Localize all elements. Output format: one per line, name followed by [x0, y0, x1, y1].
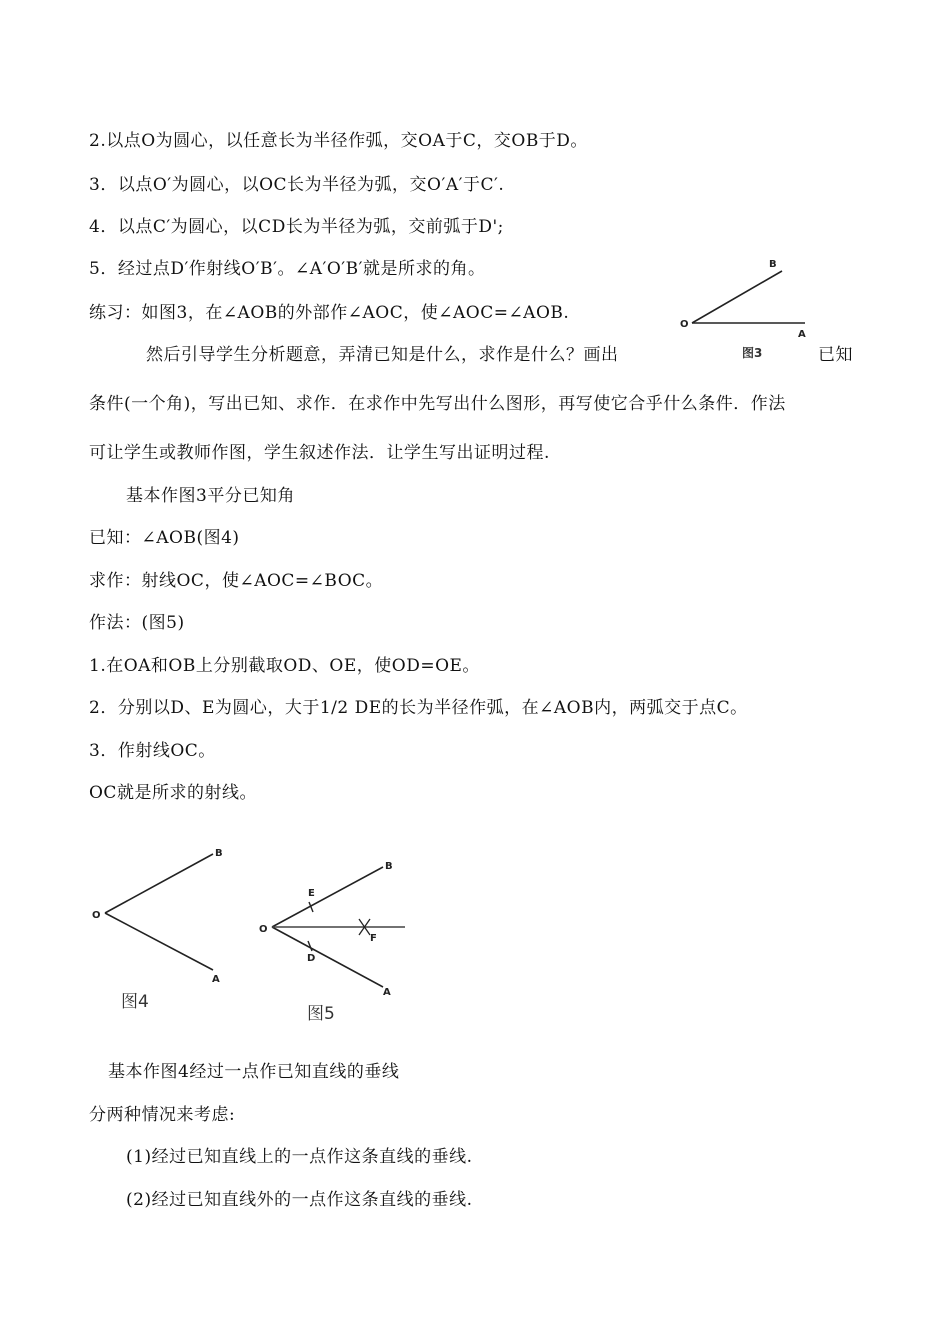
fig5-label-d: D — [307, 953, 316, 964]
fig5-label-o: O — [259, 924, 268, 935]
fig4-label-b: B — [215, 848, 223, 859]
step-3-text: 3．以点O′为圆心，以OC长为半径为弧，交O′A′于C′. — [89, 175, 505, 195]
method-text: 作法：(图5) — [89, 613, 185, 633]
fig3-label-a: A — [798, 329, 806, 340]
section-heading-3: 基本作图3平分已知角 — [126, 486, 295, 506]
figure-3 — [672, 255, 812, 365]
fig3-label-o: O — [680, 319, 689, 330]
guide-text: 然后引导学生分析题意，弄清已知是什么，求作是什么？画出 — [146, 345, 619, 365]
fig4-label-a: A — [212, 974, 220, 985]
step-4-text: 4．以点C′为圆心，以CD长为半径为弧，交前弧于D'; — [89, 217, 504, 237]
step-2-text: 2.以点O为圆心，以任意长为半径作弧，交OA于C，交OB于D。 — [89, 131, 588, 151]
method-step-3: 3．作射线OC。 — [89, 741, 216, 761]
case-1-text: (1)经过已知直线上的一点作这条直线的垂线. — [126, 1147, 473, 1167]
figure-5 — [255, 855, 415, 1030]
guide-text-cont-1: 条件(一个角)，写出已知、求作．在求作中先写出什么图形，再写使它合乎什么条件．作法 — [89, 394, 786, 414]
given-text: 已知：∠AOB(图4) — [89, 528, 240, 548]
fig3-caption: 图3 — [742, 346, 763, 360]
case-2-text: (2)经过已知直线外的一点作这条直线的垂线. — [126, 1190, 473, 1210]
fig5-label-b: B — [385, 861, 393, 872]
exercise-text: 练习：如图3，在∠AOB的外部作∠AOC，使∠AOC=∠AOB. — [89, 303, 570, 323]
fig3-label-b: B — [769, 259, 777, 270]
fig5-caption: 图5 — [307, 1004, 335, 1024]
fig4-caption: 图4 — [121, 992, 149, 1012]
fig5-label-f: F — [370, 933, 377, 944]
method-step-2: 2．分别以D、E为圆心，大于1/2 DE的长为半径作弧，在∠AOB内，两弧交于点C。 — [89, 698, 748, 718]
fig4-label-o: O — [92, 910, 101, 921]
step-5-text: 5．经过点D′作射线O′B′。∠A′O′B′就是所求的角。 — [89, 259, 486, 279]
cases-intro-text: 分两种情况来考虑: — [89, 1105, 236, 1125]
section-heading-4: 基本作图4经过一点作已知直线的垂线 — [108, 1062, 400, 1082]
guide-text-cont-2: 可让学生或教师作图，学生叙述作法．让学生写出证明过程. — [89, 443, 550, 463]
method-step-1: 1.在OA和OB上分别截取OD、OE，使OD=OE。 — [89, 656, 480, 676]
fig5-label-a: A — [383, 987, 391, 998]
fig5-label-e: E — [308, 888, 315, 899]
required-text: 求作：射线OC，使∠AOC=∠BOC。 — [89, 571, 384, 591]
figure-4 — [88, 840, 238, 1020]
guide-text-tail: 已知 — [818, 345, 853, 365]
conclusion-text: OC就是所求的射线。 — [89, 783, 257, 803]
